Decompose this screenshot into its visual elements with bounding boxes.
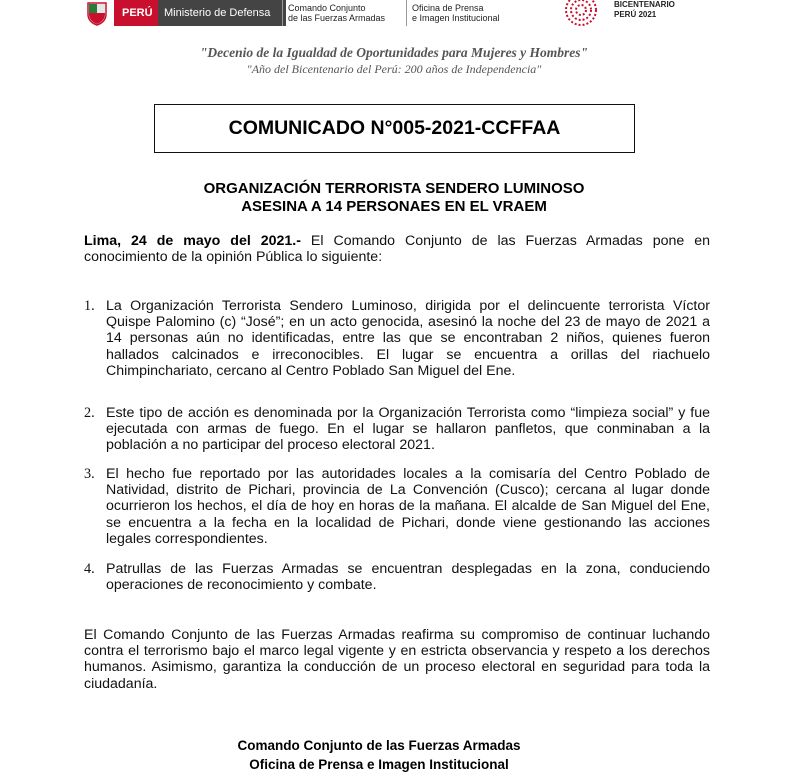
office-line-1: Oficina de Prensa (412, 3, 484, 13)
entity-label (282, 0, 404, 26)
list-item (84, 298, 710, 379)
list-item (84, 466, 710, 547)
list-item-number: 4. (84, 561, 95, 577)
list-item-text: El hecho fue reportado por las autoridades locales a la comisaría del Centro Poblado de Natividad, distrito de Pichari, provincia de La Convención (Cusco); cercana al lugar donde ocurrieron los hechos, el día de hoy en horas de la mañana. El alcalde de San Miguel del Ene, se encuentra a la fecha en la localidad de Pichari, donde viene gestionando las acciones legales correspondientes. (106, 466, 710, 547)
list-item-number: 1. (84, 298, 95, 314)
list-item (84, 561, 710, 593)
intro-dateline: Lima, 24 de mayo del 2021.- (84, 233, 301, 249)
signature-line-1: Comando Conjunto de las Fuerzas Armadas (237, 738, 521, 753)
list-item-text: Este tipo de acción es denominada por la Organización Terrorista como “limpieza social” y fue ejecutada con armas de fuego. En el lugar se hallaron panfletos, que conminaban a la población a no participar del proceso electoral 2021. (106, 405, 710, 454)
headline-line-2: ASESINA A 14 PERSONAES EN EL VRAEM (241, 198, 547, 215)
header-banner (0, 0, 788, 40)
bicentenario-text (614, 0, 675, 20)
year-motto: "Año del Bicentenario del Perú: 200 años de Independencia" (246, 62, 542, 76)
closing-paragraph: El Comando Conjunto de las Fuerzas Armadas reafirma su compromiso de continuar luchando contra el terrorismo bajo el marco legal vigente y en estricta observancia y respeto a los derechos humanos. Asimismo, garantiza la conducción de un proceso electoral en seguridad para toda la ciudadanía. (84, 627, 710, 692)
office-line-2: e Imagen Institucional (412, 13, 500, 23)
decenio-motto: "Decenio de la Igualdad de Oportunidades para Mujeres y Hombres" (199, 45, 589, 60)
list-item-number: 2. (84, 405, 95, 421)
bicentenario-line-1: BICENTENARIO (614, 0, 675, 9)
list-item-text: La Organización Terrorista Sendero Luminoso, dirigida por el delincuente terrorista Víctor Quispe Palomino (c) “José”; en un acto genocida, asesinó la noche del 23 de mayo de 2021 a 14 personas aún no identificadas, entre las que se encontraban 2 niños, quienes fueron hallados calcinados e irreconocibles. El lugar se encuentra a orillas del riachuelo Chimpinchariato, cercano al Centro Poblado San Miguel del Ene. (106, 298, 710, 379)
list-item-number: 3. (84, 466, 95, 482)
list-item (84, 405, 710, 454)
signature-line-2: Oficina de Prensa e Imagen Institucional (249, 757, 509, 772)
office-label (406, 0, 512, 26)
coat-of-arms-icon (84, 0, 110, 26)
bicentenario-line-2: PERÚ 2021 (614, 10, 657, 19)
headline-line-1: ORGANIZACIÓN TERRORISTA SENDERO LUMINOSO (203, 180, 585, 197)
comunicado-title: COMUNICADO N°005-2021-CCFFAA (154, 104, 635, 153)
intro-text: El Comando Conjunto de las Fuerzas Armadas pone en conocimiento de la opinión Pública lo siguiente: (84, 233, 710, 266)
intro-paragraph (84, 233, 710, 265)
ministry-label: Ministerio de Defensa (158, 0, 286, 26)
bicentenario-logo-icon (560, 0, 602, 28)
entity-line-1: Comando Conjunto (288, 3, 366, 13)
peru-label: PERÚ (114, 0, 159, 26)
list-item-text: Patrullas de las Fuerzas Armadas se encuentran desplegadas en la zona, conduciendo operaciones de reconocimiento y combate. (106, 561, 710, 594)
entity-line-2: de las Fuerzas Armadas (288, 13, 386, 23)
